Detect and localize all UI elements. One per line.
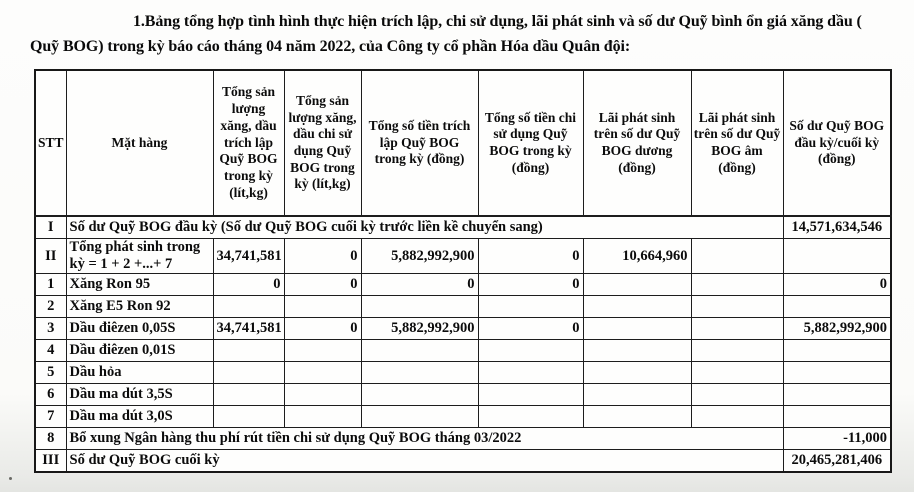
table-row-xang-ron95 bbox=[35, 274, 891, 296]
table-row-closing-balance bbox=[35, 450, 891, 473]
value-cell: 0 bbox=[783, 274, 891, 296]
stt-cell: 5 bbox=[35, 362, 66, 384]
value-cell bbox=[478, 384, 583, 406]
balance-cell: 14,571,634,546 bbox=[783, 216, 891, 239]
value-cell: 5,882,992,900 bbox=[783, 318, 891, 340]
table-row-dau-diezen-001s bbox=[35, 340, 891, 362]
value-cell bbox=[361, 406, 478, 428]
value-cell bbox=[583, 274, 691, 296]
value-cell: 5,882,992,900 bbox=[361, 318, 478, 340]
value-cell bbox=[213, 340, 284, 362]
value-cell bbox=[783, 384, 891, 406]
table-row-xang-e5ron92 bbox=[35, 296, 891, 318]
value-cell bbox=[691, 362, 783, 384]
report-title: 1.Bảng tổng hợp tình hình thực hiện trích lập, chi sử dụng, lãi phát sinh và số dư Quỹ bình ổn giá xăng dầu ( Quỹ BOG) trong kỳ báo cáo tháng 04 năm 2022, của Công ty cổ phần Hóa dầu Quân đội: bbox=[30, 13, 862, 55]
value-cell bbox=[361, 296, 478, 318]
stt-cell: II bbox=[35, 239, 66, 274]
col-header-balance: Số dư Quỹ BOG đầu kỳ/cuối kỳ (đồng) bbox=[783, 70, 891, 216]
value-cell: 0 bbox=[284, 274, 361, 296]
table-row-bank-fee-adjustment bbox=[35, 428, 891, 450]
item-label-cell: Xăng Ron 95 bbox=[66, 274, 213, 296]
item-label-cell: Số dư Quỹ BOG đầu kỳ (Số dư Quỹ BOG cuối kỳ trước liền kề chuyển sang) bbox=[66, 216, 783, 239]
value-cell bbox=[478, 362, 583, 384]
value-cell: 0 bbox=[284, 239, 361, 274]
stt-cell: III bbox=[35, 450, 66, 473]
table-row-total-in-period bbox=[35, 239, 891, 274]
value-cell bbox=[284, 362, 361, 384]
col-header-item: Mặt hàng bbox=[66, 70, 213, 216]
item-label-cell: Dầu ma dút 3,0S bbox=[66, 406, 213, 428]
table-row-opening-balance bbox=[35, 216, 891, 239]
stt-cell: 7 bbox=[35, 406, 66, 428]
value-cell: 0 bbox=[478, 274, 583, 296]
value-cell: 34,741,581 bbox=[213, 239, 284, 274]
value-cell bbox=[213, 362, 284, 384]
value-cell bbox=[691, 406, 783, 428]
value-cell bbox=[783, 406, 891, 428]
value-cell bbox=[583, 406, 691, 428]
item-label-cell: Dầu điêzen 0,05S bbox=[66, 318, 213, 340]
value-cell bbox=[691, 318, 783, 340]
value-cell bbox=[583, 296, 691, 318]
col-header-amount-used: Tổng số tiền chi sử dụng Quỹ BOG trong kỳ (đồng) bbox=[478, 70, 583, 216]
value-cell bbox=[583, 384, 691, 406]
table-row-dau-diezen-005s bbox=[35, 318, 891, 340]
value-cell bbox=[691, 340, 783, 362]
value-cell bbox=[284, 384, 361, 406]
col-header-volume-set-aside: Tổng sản lượng xăng, dầu trích lập Quỹ BOG trong kỳ (lít,kg) bbox=[213, 70, 284, 216]
item-label-cell: Tổng phát sinh trong kỳ = 1 + 2 +...+ 7 bbox=[66, 239, 213, 274]
bog-fund-summary-table bbox=[34, 69, 892, 473]
value-cell bbox=[213, 384, 284, 406]
stt-cell: 4 bbox=[35, 340, 66, 362]
value-cell: 0 bbox=[213, 274, 284, 296]
value-cell bbox=[583, 362, 691, 384]
table-header-row bbox=[35, 70, 891, 216]
value-cell bbox=[361, 384, 478, 406]
stt-cell: 3 bbox=[35, 318, 66, 340]
value-cell: 0 bbox=[284, 318, 361, 340]
value-cell bbox=[691, 274, 783, 296]
value-cell bbox=[284, 296, 361, 318]
col-header-stt: STT bbox=[35, 70, 66, 216]
balance-cell: 20,465,281,406 bbox=[783, 450, 891, 473]
value-cell: 0 bbox=[361, 274, 478, 296]
stt-cell: 8 bbox=[35, 428, 66, 450]
value-cell bbox=[583, 340, 691, 362]
item-label-cell: Bổ xung Ngân hàng thu phí rút tiền chi sử dụng Quỹ BOG tháng 03/2022 bbox=[66, 428, 783, 450]
value-cell bbox=[478, 340, 583, 362]
value-cell bbox=[691, 296, 783, 318]
value-cell bbox=[284, 406, 361, 428]
table-row-dau-madut-30s bbox=[35, 406, 891, 428]
col-header-interest-positive: Lãi phát sinh trên số dư Quỹ BOG dương (đồng) bbox=[583, 70, 691, 216]
table-row-dau-madut-35s bbox=[35, 384, 891, 406]
stt-cell: 2 bbox=[35, 296, 66, 318]
item-label-cell: Dầu hỏa bbox=[66, 362, 213, 384]
value-cell bbox=[691, 239, 783, 274]
value-cell bbox=[284, 340, 361, 362]
value-cell bbox=[783, 362, 891, 384]
col-header-volume-used: Tổng sản lượng xăng, dầu chi sử dụng Quỹ BOG trong kỳ (lít,kg) bbox=[284, 70, 361, 216]
value-cell: 34,741,581 bbox=[213, 318, 284, 340]
value-cell bbox=[478, 296, 583, 318]
value-cell: 5,882,992,900 bbox=[361, 239, 478, 274]
value-cell bbox=[361, 362, 478, 384]
col-header-amount-set-aside: Tổng số tiền trích lập Quỹ BOG trong kỳ (đồng) bbox=[361, 70, 478, 216]
value-cell: 10,664,960 bbox=[583, 239, 691, 274]
stt-cell: 1 bbox=[35, 274, 66, 296]
item-label-cell: Dầu ma dút 3,5S bbox=[66, 384, 213, 406]
stt-cell: 6 bbox=[35, 384, 66, 406]
stt-cell: I bbox=[35, 216, 66, 239]
value-cell: 0 bbox=[478, 318, 583, 340]
item-label-cell: Số dư Quỹ BOG cuối kỳ bbox=[66, 450, 783, 473]
value-cell bbox=[583, 318, 691, 340]
balance-cell: -11,000 bbox=[783, 428, 891, 450]
value-cell bbox=[783, 296, 891, 318]
value-cell bbox=[691, 384, 783, 406]
value-cell bbox=[213, 296, 284, 318]
value-cell: 0 bbox=[478, 239, 583, 274]
value-cell bbox=[361, 340, 478, 362]
table-row-dau-hoa bbox=[35, 362, 891, 384]
value-cell bbox=[783, 239, 891, 274]
item-label-cell: Dầu điêzen 0,01S bbox=[66, 340, 213, 362]
scan-speckle-artifact bbox=[9, 477, 12, 480]
value-cell bbox=[213, 406, 284, 428]
col-header-interest-negative: Lãi phát sinh trên số dư Quỹ BOG âm (đồng) bbox=[691, 70, 783, 216]
value-cell bbox=[478, 406, 583, 428]
item-label-cell: Xăng E5 Ron 92 bbox=[66, 296, 213, 318]
value-cell bbox=[783, 340, 891, 362]
